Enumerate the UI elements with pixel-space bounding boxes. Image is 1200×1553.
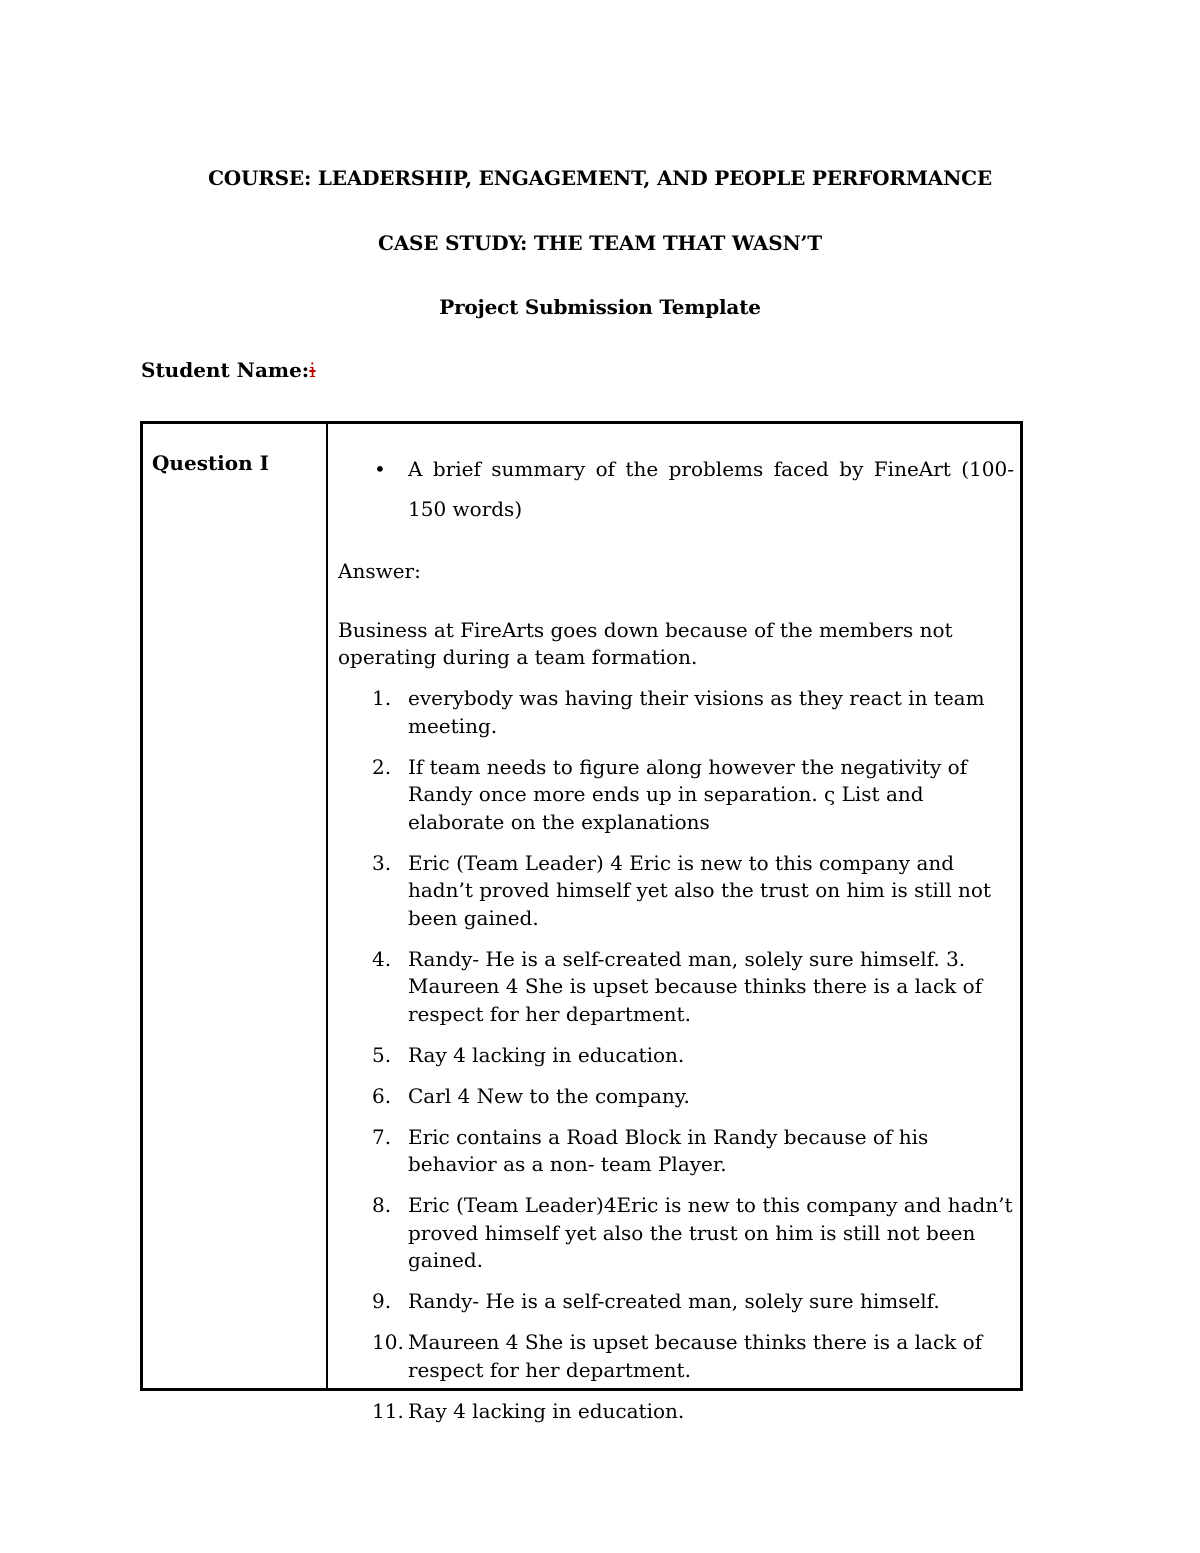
student-name-line	[141, 358, 316, 382]
case-study-title: CASE STUDY: THE TEAM THAT WASN’T	[377, 231, 822, 255]
list-item	[338, 754, 1014, 837]
template-title: Project Submission Template	[439, 295, 761, 319]
list-item-number: 11.	[372, 1398, 404, 1423]
student-name-value: i	[309, 358, 316, 382]
question-label: Question I	[152, 451, 269, 475]
list-item-number: 2.	[372, 754, 392, 779]
list-item	[338, 1398, 1014, 1426]
list-item-text: Eric (Team Leader) 4 Eric is new to this company and hadn’t proved himself yet also the trust on him is still not been gained.	[408, 850, 991, 930]
list-item-text: everybody was having their visions as they react in team meeting.	[408, 686, 985, 738]
list-item-number: 3.	[372, 850, 392, 875]
column-divider	[326, 424, 328, 1388]
answer-intro: Business at FireArts goes down because of the members not operating during a team formation.	[338, 618, 953, 669]
list-item-text: Ray 4 lacking in education.	[408, 1398, 685, 1423]
list-item-text: Eric contains a Road Block in Randy because of his behavior as a non- team Player.	[408, 1124, 929, 1176]
list-item-text: If team needs to figure along however the negativity of Randy once more ends up in separation. ς List and elaborate on the explanations	[408, 754, 968, 834]
list-item-text: Randy- He is a self-created man, solely sure himself.	[408, 1289, 940, 1313]
question-table	[140, 421, 1023, 1423]
list-item	[338, 850, 1014, 933]
list-item	[338, 1192, 1014, 1275]
list-item	[338, 1124, 1014, 1179]
list-item-text: Ray 4 lacking in education.	[408, 1042, 685, 1067]
list-item	[338, 1042, 1014, 1070]
list-item	[338, 946, 1014, 1029]
list-item-text: Randy- He is a self-created man, solely sure himself. 3. Maureen 4 She is upset because thinks there is a lack of respect for her department.	[408, 946, 983, 1026]
list-item-number: 7.	[372, 1124, 392, 1149]
prompt-bullet-item	[338, 449, 1014, 529]
list-item	[338, 685, 1014, 740]
list-item-number: 6.	[372, 1083, 392, 1108]
answer-label: Answer:	[338, 559, 421, 583]
list-item-number: 10.	[372, 1330, 404, 1354]
list-item	[338, 1083, 1014, 1111]
list-item-number: 1.	[372, 686, 392, 710]
list-item-number: 4.	[372, 946, 392, 971]
course-title: COURSE: LEADERSHIP, ENGAGEMENT, AND PEOPLE PERFORMANCE	[208, 166, 992, 190]
list-item-text: Maureen 4 She is upset because thinks there is a lack of respect for her department.	[408, 1330, 983, 1382]
answer-list	[338, 685, 1014, 1425]
list-item	[338, 1288, 1014, 1316]
list-item	[338, 1329, 1014, 1384]
list-item-number: 5.	[372, 1042, 392, 1067]
answer-cell	[338, 449, 1014, 1439]
list-item-number: 8.	[372, 1193, 392, 1217]
prompt-text: A brief summary of the problems faced by FineArt (100- 150 words)	[408, 457, 1014, 521]
list-item-text: Eric (Team Leader)4Eric is new to this company and hadn’t proved himself yet also the trust on him is still not been gained.	[408, 1193, 1013, 1272]
list-item-number: 9.	[372, 1289, 392, 1313]
bullet-icon: •	[374, 457, 386, 481]
list-item-text: Carl 4 New to the company.	[408, 1083, 690, 1108]
student-name-label: Student Name:	[141, 358, 310, 382]
